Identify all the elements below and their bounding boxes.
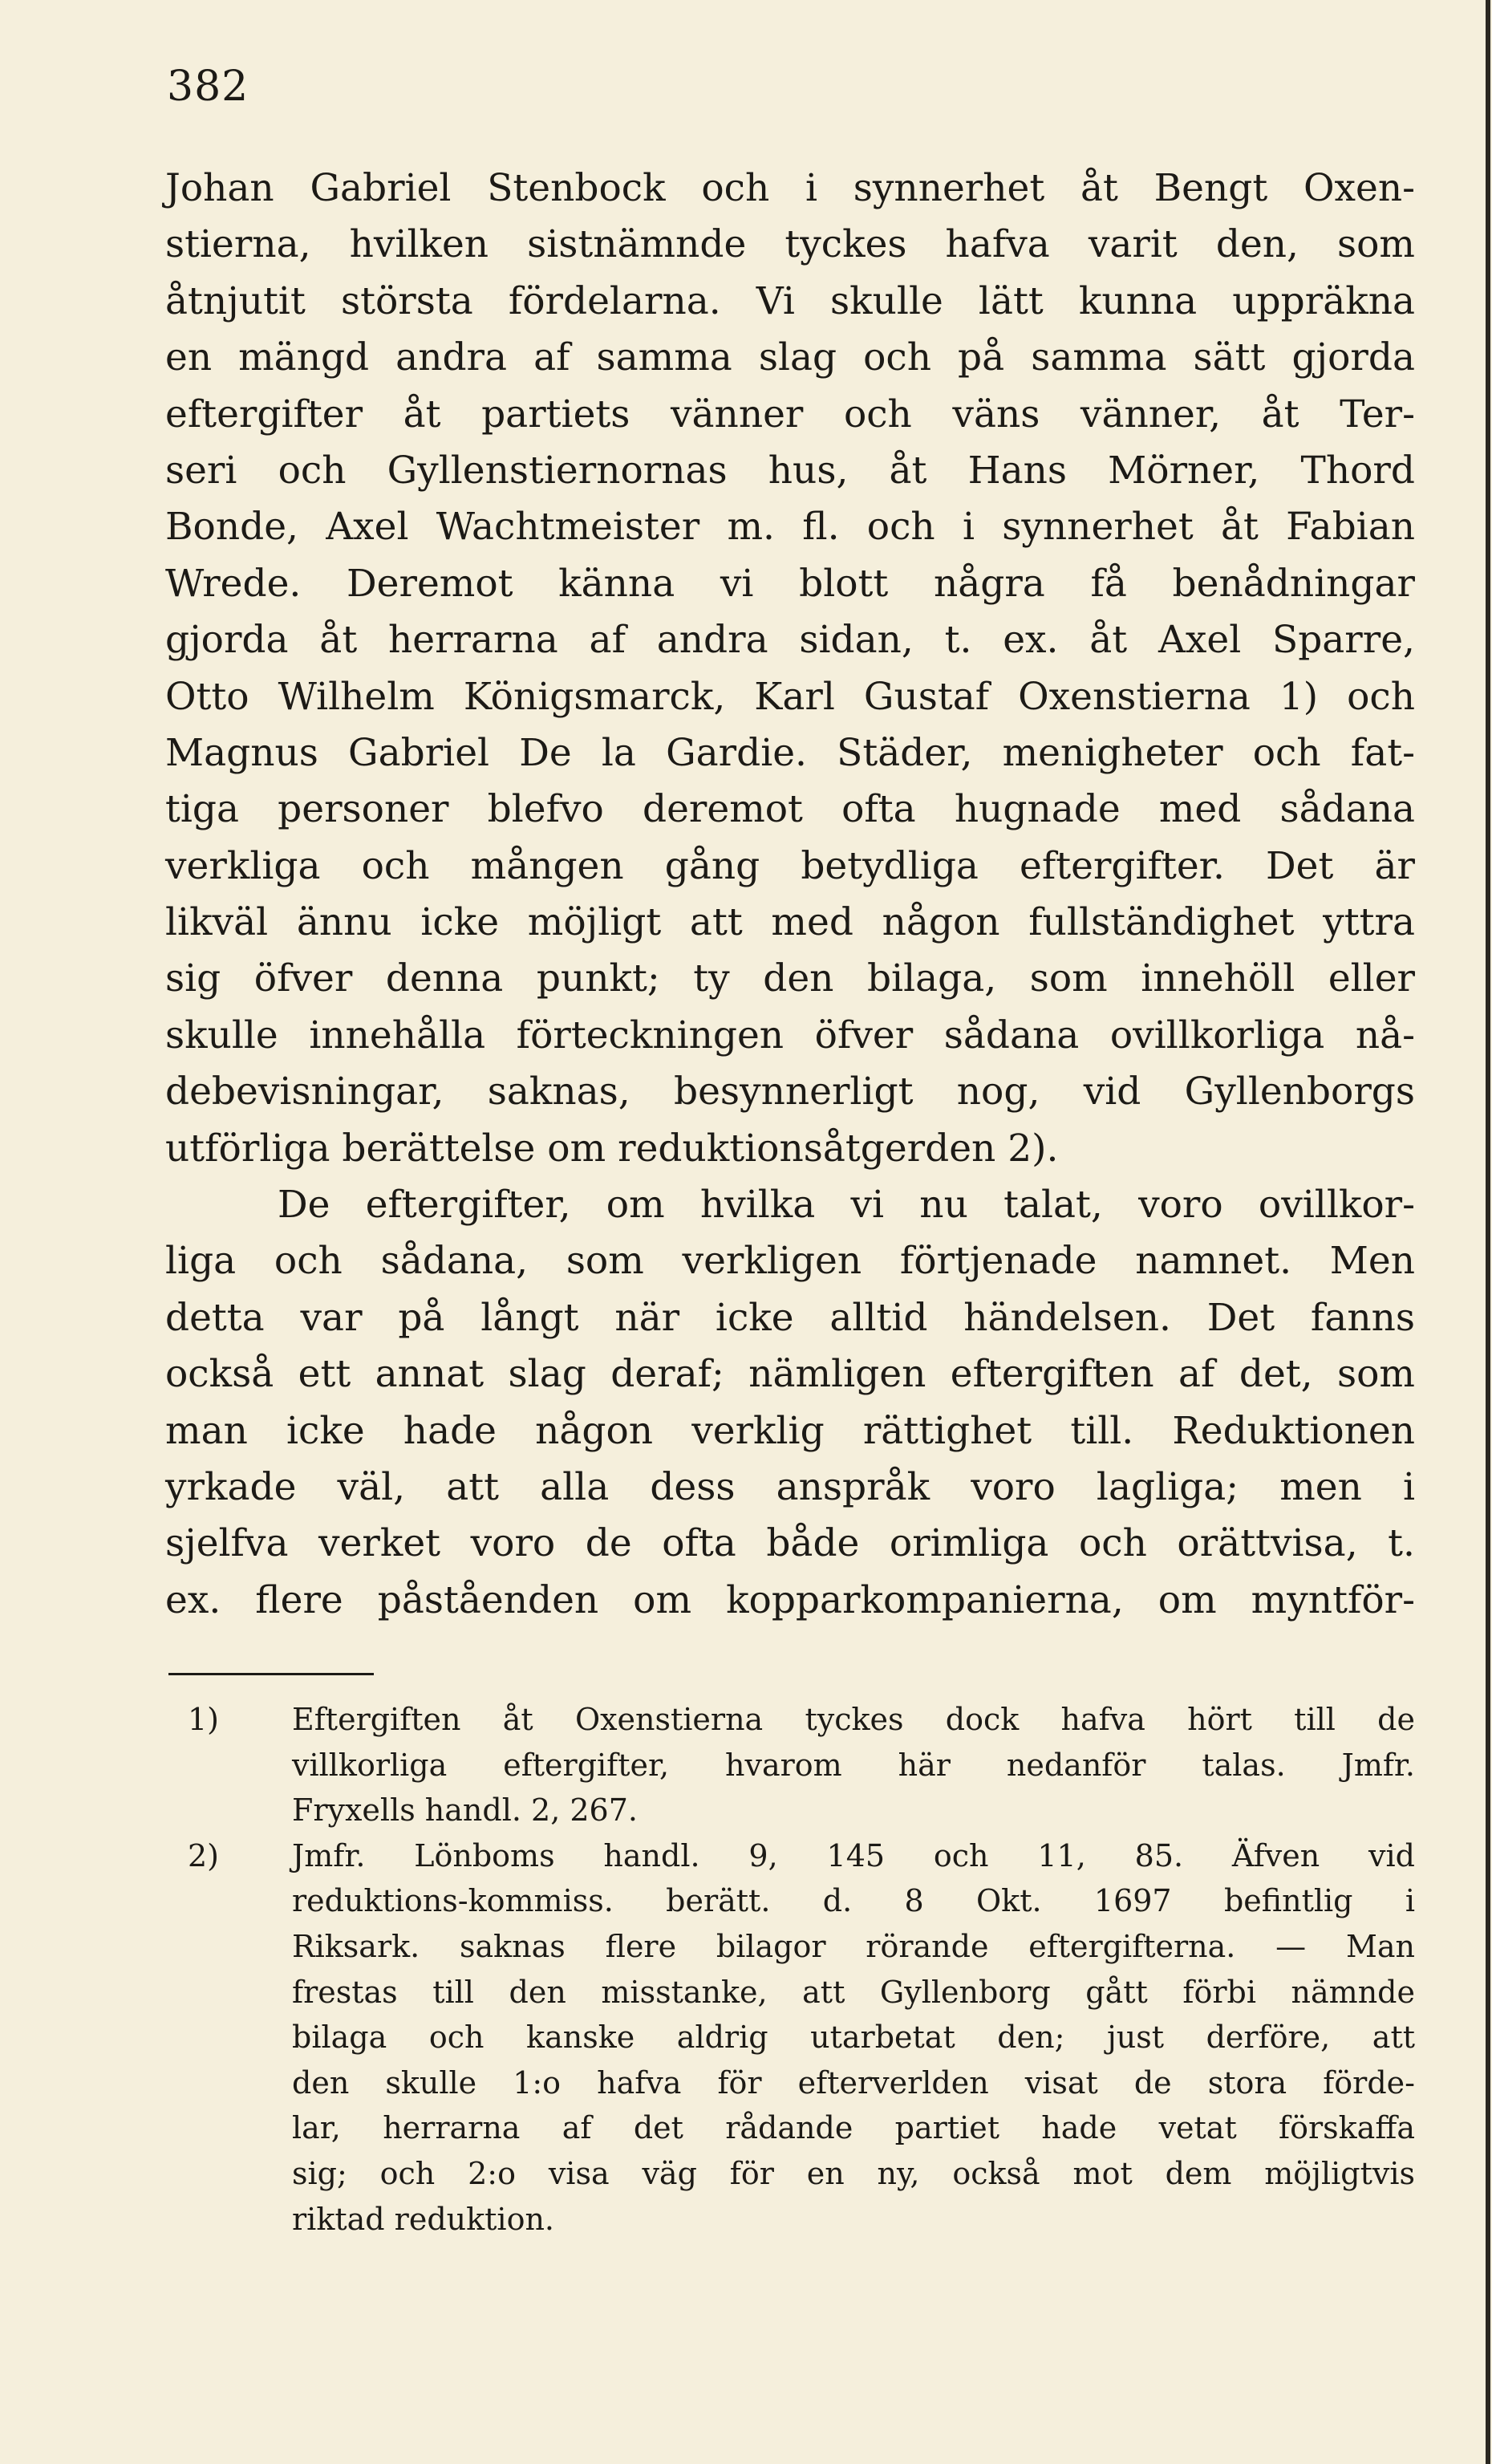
footnote-line: frestas till den misstanke, att Gyllenborg gått förbi nämnde	[292, 1974, 1415, 2010]
text-line: Bonde, Axel Wachtmeister m. fl. och i synnerhet åt Fabian	[165, 505, 1415, 550]
text-line: sig öfver denna punkt; ty den bilaga, som innehöll eller	[165, 956, 1415, 1001]
page-number: 382	[167, 63, 249, 111]
text-line: detta var på långt när icke alltid händelsen. Det fanns	[165, 1295, 1415, 1340]
footnote-marker: 2)	[188, 1837, 220, 1873]
footnote-marker: 1)	[188, 1702, 220, 1737]
footnote-text: Jmfr. Lönboms handl. 9, 145 och 11, 85. Äfven vid	[292, 1837, 1415, 1873]
footnote-line	[165, 1697, 1415, 1743]
footnote-line: villkorliga eftergifter, hvarom här nedanför talas. Jmfr.	[292, 1747, 1415, 1783]
footnote-text: Eftergiften åt Oxenstierna tyckes dock hafva hört till de	[292, 1702, 1415, 1737]
text-line: åtnjutit största fördelarna. Vi skulle lätt kunna uppräkna	[165, 278, 1415, 323]
text-line: yrkade väl, att alla dess anspråk voro lagliga; men i	[165, 1464, 1415, 1509]
text-line: ex. flere påståenden om kopparkompanierna, om myntför-	[165, 1577, 1415, 1622]
text-line: debevisningar, saknas, besynnerligt nog, vid Gyllenborgs	[165, 1070, 1415, 1114]
text-line: skulle innehålla förteckningen öfver sådana ovillkorliga nå-	[165, 1013, 1415, 1057]
text-line: gjorda åt herrarna af andra sidan, t. ex. åt Axel Sparre,	[165, 618, 1415, 663]
footnote-line	[165, 1833, 1415, 1879]
footnotes	[165, 1697, 1415, 2242]
footnote-line: sig; och 2:o visa väg för en ny, också mot dem möjligtvis	[292, 2155, 1415, 2191]
page-edge	[1486, 0, 1490, 2464]
text-line: verkliga och mången gång betydliga eftergifter. Det är	[165, 843, 1415, 888]
footnote-line: Fryxells handl. 2, 267.	[292, 1792, 638, 1829]
text-line: eftergifter åt partiets vänner och väns vänner, åt Ter-	[165, 392, 1415, 436]
footnote-line: den skulle 1:o hafva för efterverlden visat de stora förde-	[292, 2064, 1415, 2101]
text-line: Wrede. Deremot känna vi blott några få benådningar	[165, 561, 1415, 606]
text-line: Johan Gabriel Stenbock och i synnerhet åt Bengt Oxen-	[165, 166, 1415, 210]
text-line: en mängd andra af samma slag och på samma sätt gjorda	[165, 335, 1415, 380]
text-line: också ett annat slag deraf; nämligen eftergiften af det, som	[165, 1352, 1415, 1397]
text-line: seri och Gyllenstiernornas hus, åt Hans Mörner, Thord	[165, 448, 1415, 493]
text-line: man icke hade någon verklig rättighet till. Reduktionen	[165, 1408, 1415, 1453]
footnote-rule	[168, 1673, 374, 1675]
body-text	[165, 160, 1415, 1629]
footnote-line: bilaga och kanske aldrig utarbetat den; just derföre, att	[292, 2020, 1415, 2056]
text-line: De eftergifter, om hvilka vi nu talat, voro ovillkor-	[278, 1183, 1415, 1228]
text-line: tiga personer blefvo deremot ofta hugnade med sådana	[165, 787, 1415, 832]
text-line: sjelfva verket voro de ofta både orimliga och orättvisa, t.	[165, 1521, 1415, 1566]
text-line: stierna, hvilken sistnämnde tyckes hafva varit den, som	[165, 222, 1415, 267]
text-line: Magnus Gabriel De la Gardie. Städer, menigheter och fat-	[165, 730, 1415, 775]
text-line: likväl ännu icke möjligt att med någon fullständighet yttra	[165, 900, 1415, 945]
text-line: utförliga berättelse om reduktionsåtgerden 2).	[165, 1126, 1059, 1171]
footnote-line: Riksark. saknas flere bilagor rörande eftergifterna. — Man	[292, 1928, 1415, 1964]
footnote-line: lar, herrarna af det rådande partiet hade vetat förskaffa	[292, 2110, 1415, 2146]
footnote-line: riktad reduktion.	[292, 2201, 555, 2237]
text-line: Otto Wilhelm Königsmarck, Karl Gustaf Oxenstierna 1) och	[165, 674, 1415, 719]
footnote-line: reduktions-kommiss. berätt. d. 8 Okt. 1697 befintlig i	[292, 1883, 1415, 1919]
text-line: liga och sådana, som verkligen förtjenade namnet. Men	[165, 1239, 1415, 1284]
